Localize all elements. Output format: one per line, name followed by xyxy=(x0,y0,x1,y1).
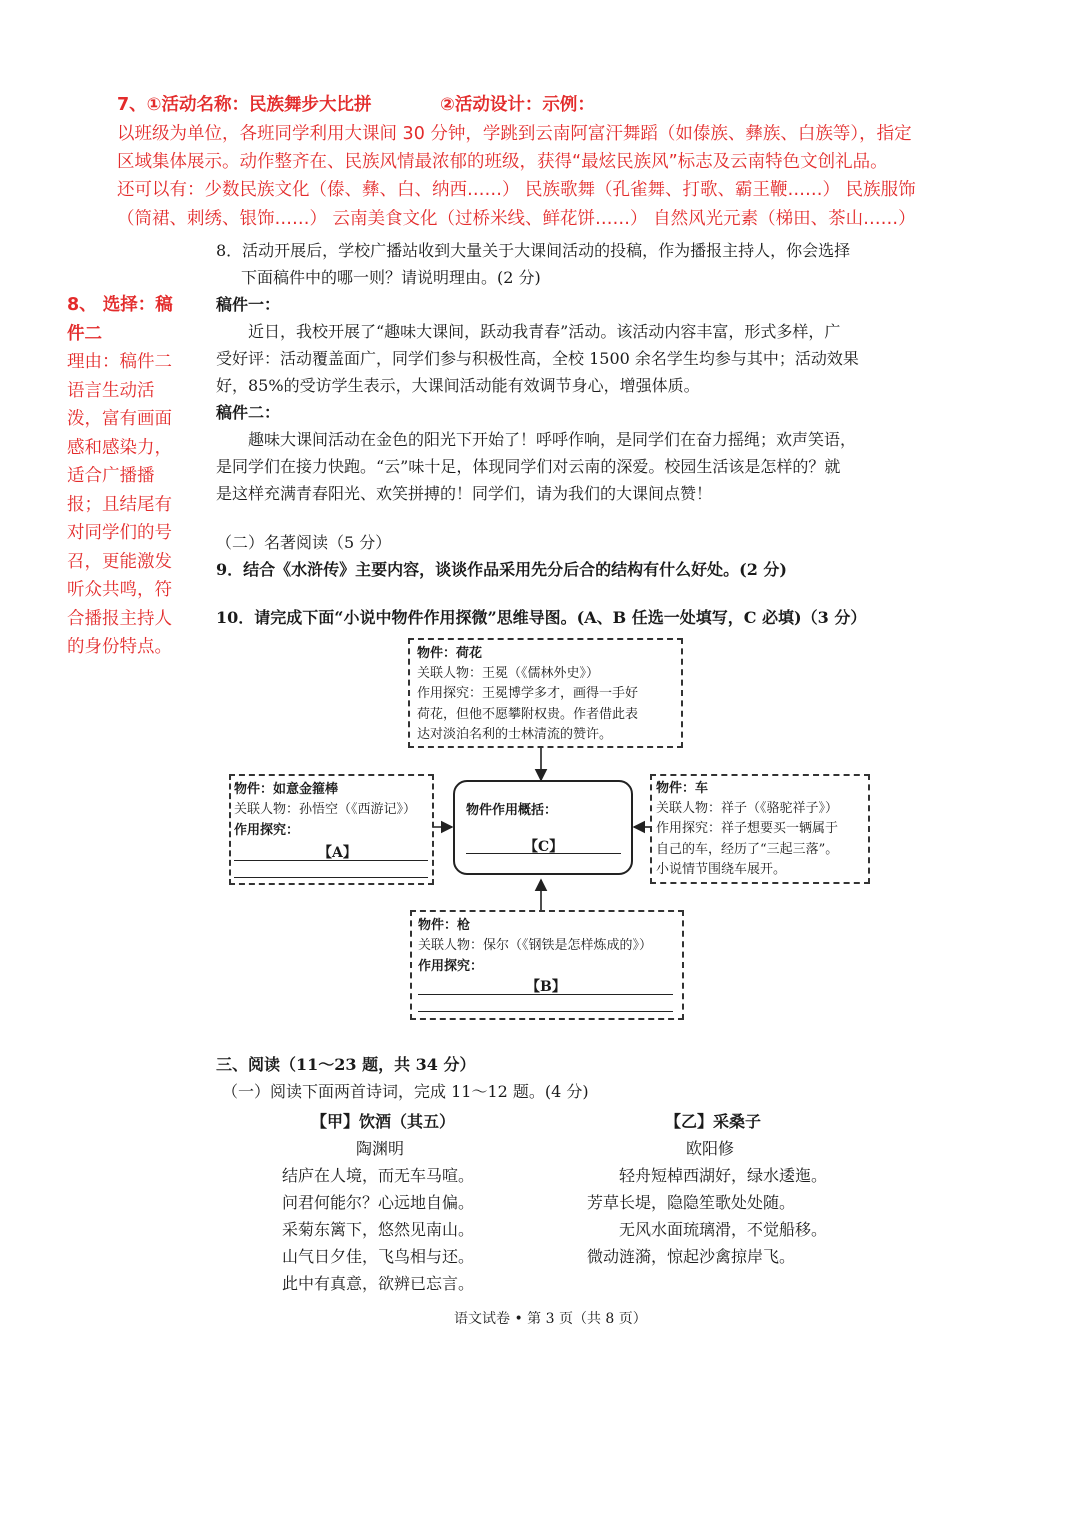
draft1-line3: 好，85%的受访学生表示，大课间活动能有效调节身心，增强体质。 xyxy=(216,376,700,395)
answer7-line1-a: 7、①活动名称：民族舞步大比拼 xyxy=(117,95,372,115)
bottom-box-line2: 关联人物：保尔（《钢铁是怎样炼成的》） xyxy=(418,938,653,953)
center-box-marker-c: 【C】 xyxy=(524,839,564,855)
answer8-reason-line11: 的身份特点。 xyxy=(67,637,172,657)
answer8-reason-line4: 感和感染力， xyxy=(67,437,172,458)
bottom-box-marker-b: 【B】 xyxy=(526,979,566,995)
left-box-line3: 作用探究： xyxy=(234,823,300,838)
left-box-blank-line1 xyxy=(234,860,428,861)
answer7-line3: 区域集体展示。动作整齐在、民族风情最浓郁的班级，获得“最炫民族风”标志及云南特色文创礼品。 xyxy=(117,152,888,172)
q8-line2: 下面稿件中的哪一则？请说明理由。(2 分) xyxy=(241,268,541,287)
poem-jia-line3: 采菊东篱下，悠然见南山。 xyxy=(282,1220,475,1239)
q8-line1: 8．活动开展后，学校广播站收到大量关于大课间活动的投稿，作为播报主持人，你会选择 xyxy=(216,241,851,260)
top-box-line5: 达对淡泊名利的士林清流的赞许。 xyxy=(417,727,613,742)
top-box-line4: 荷花，但他不愿攀附权贵。作者借此表 xyxy=(417,707,639,722)
left-box-line1: 物件：如意金箍棒 xyxy=(234,782,339,797)
top-box-line1: 物件：荷花 xyxy=(417,646,483,661)
poem-jia-line4: 山气日夕佳，飞鸟相与还。 xyxy=(282,1247,475,1266)
poem-jia-author: 陶渊明 xyxy=(356,1139,405,1158)
bottom-box-line1: 物件：枪 xyxy=(418,918,471,933)
draft2-line2: 是同学们在接力快跑。“云”味十足，体现同学们对云南的深爱。校园生活该是怎样的？就 xyxy=(216,457,841,476)
answer8-reason-line6: 报；且结尾有 xyxy=(67,494,172,515)
answer8-reason-line9: 听众共鸣，符 xyxy=(67,580,172,600)
answer8-reason-line7: 对同学们的号 xyxy=(67,523,172,543)
answer8-reason-line1: 理由：稿件二 xyxy=(67,352,172,372)
q9-text: 9．结合《水浒传》主要内容，谈谈作品采用先分后合的结构有什么好处。(2 分) xyxy=(216,560,787,579)
poem-jia-line2: 问君何能尔？心远地自偏。 xyxy=(282,1193,475,1212)
answer8-reason-line3: 泼，富有画面 xyxy=(67,409,172,429)
section3-title: 三、阅读（11～23 题，共 34 分） xyxy=(216,1055,476,1074)
poem-yi-author: 欧阳修 xyxy=(686,1139,735,1158)
poem-yi-title: 【乙】采桑子 xyxy=(665,1112,762,1131)
draft2-line3: 是这样充满青春阳光、欢笑拼搏的！同学们，请为我们的大课间点赞！ xyxy=(216,484,713,503)
page-footer: 语文试卷 • 第 3 页（共 8 页） xyxy=(454,1311,647,1327)
left-box-line2: 关联人物：孙悟空（《西游记》） xyxy=(234,802,417,817)
answer8-reason-line10: 合播报主持人 xyxy=(67,608,172,629)
answer7-line2: 以班级为单位，各班同学利用大课间 30 分钟，学跳到云南阿富汗舞蹈（如傣族、彝族、白族等），指定 xyxy=(117,124,912,144)
poem-yi-line1: 轻舟短棹西湖好，绿水逶迤。 xyxy=(619,1166,828,1185)
answer7-line1-b: ②活动设计：示例： xyxy=(440,95,595,115)
top-box-line2: 关联人物：王冕（《儒林外史》） xyxy=(417,666,600,681)
draft1-line1: 近日，我校开展了“趣味大课间，跃动我青春”活动。该活动内容丰富，形式多样，广 xyxy=(248,322,841,341)
bottom-box-blank-line2 xyxy=(418,1011,673,1012)
draft1-line2: 受好评：活动覆盖面广，同学们参与积极性高，全校 1500 余名学生均参与其中；活动效果 xyxy=(216,349,859,368)
poem-jia-line1: 结庐在人境，而无车马喧。 xyxy=(282,1166,475,1185)
q10-text: 10．请完成下面“小说中物件作用探微”思维导图。(A、B 任选一处填写，C 必填)（3 分） xyxy=(216,608,867,627)
answer8-reason-line5: 适合广播播 xyxy=(67,466,155,486)
bottom-box-blank-line1 xyxy=(418,994,673,995)
poem-yi-line3: 无风水面琉璃滑，不觉船移。 xyxy=(619,1220,828,1239)
section3-subtitle: （一）阅读下面两首诗词，完成 11～12 题。(4 分) xyxy=(222,1082,589,1101)
answer7-line4: 还可以有：少数民族文化（傣、彝、白、纳西……） 民族歌舞（孔雀舞、打歌、霸王鞭……） 民族服饰 xyxy=(117,180,916,200)
draft2-title: 稿件二： xyxy=(216,403,281,422)
draft2-line1: 趣味大课间活动在金色的阳光下开始了！呼呼作响，是同学们在奋力摇绳；欢声笑语， xyxy=(248,430,857,449)
left-box-blank-line2 xyxy=(234,877,428,878)
answer8-reason-line8: 召，更能激发 xyxy=(67,551,172,572)
center-box-blank-line xyxy=(466,853,621,854)
poem-yi-line4: 微动涟漪，惊起沙禽掠岸飞。 xyxy=(587,1247,796,1266)
draft1-title: 稿件一： xyxy=(216,295,281,314)
right-box-line4: 自己的车，经历了“三起三落”。 xyxy=(656,842,839,857)
right-box-line2: 关联人物：祥子（《骆驼祥子》） xyxy=(656,801,839,816)
right-box-line1: 物件：车 xyxy=(656,781,709,796)
answer7-line5: （筒裙、刺绣、银饰……） 云南美食文化（过桥米线、鲜花饼……） 自然风光元素（梯田、茶山……） xyxy=(117,209,916,229)
poem-jia-line5: 此中有真意，欲辨已忘言。 xyxy=(282,1274,475,1293)
poem-jia-title: 【甲】饮酒（其五） xyxy=(311,1112,456,1131)
answer8-reason-line2: 语言生动活 xyxy=(67,380,155,401)
answer8-choice-line1: 8、 选择：稿 xyxy=(67,295,173,315)
right-box-line5: 小说情节围绕车展开。 xyxy=(656,862,787,877)
section2-title: （二）名著阅读（5 分） xyxy=(216,533,392,552)
bottom-box-line3: 作用探究： xyxy=(418,959,484,974)
right-box-line3: 作用探究：祥子想要买一辆属于 xyxy=(656,821,839,836)
mindmap-box-center xyxy=(453,780,633,875)
center-box-label: 物件作用概括： xyxy=(466,803,558,818)
top-box-line3: 作用探究：王冕博学多才，画得一手好 xyxy=(417,686,639,701)
answer8-choice-line2: 件二 xyxy=(67,323,102,344)
poem-yi-line2: 芳草长堤，隐隐笙歌处处随。 xyxy=(587,1193,796,1212)
left-box-marker-a: 【A】 xyxy=(318,845,357,861)
